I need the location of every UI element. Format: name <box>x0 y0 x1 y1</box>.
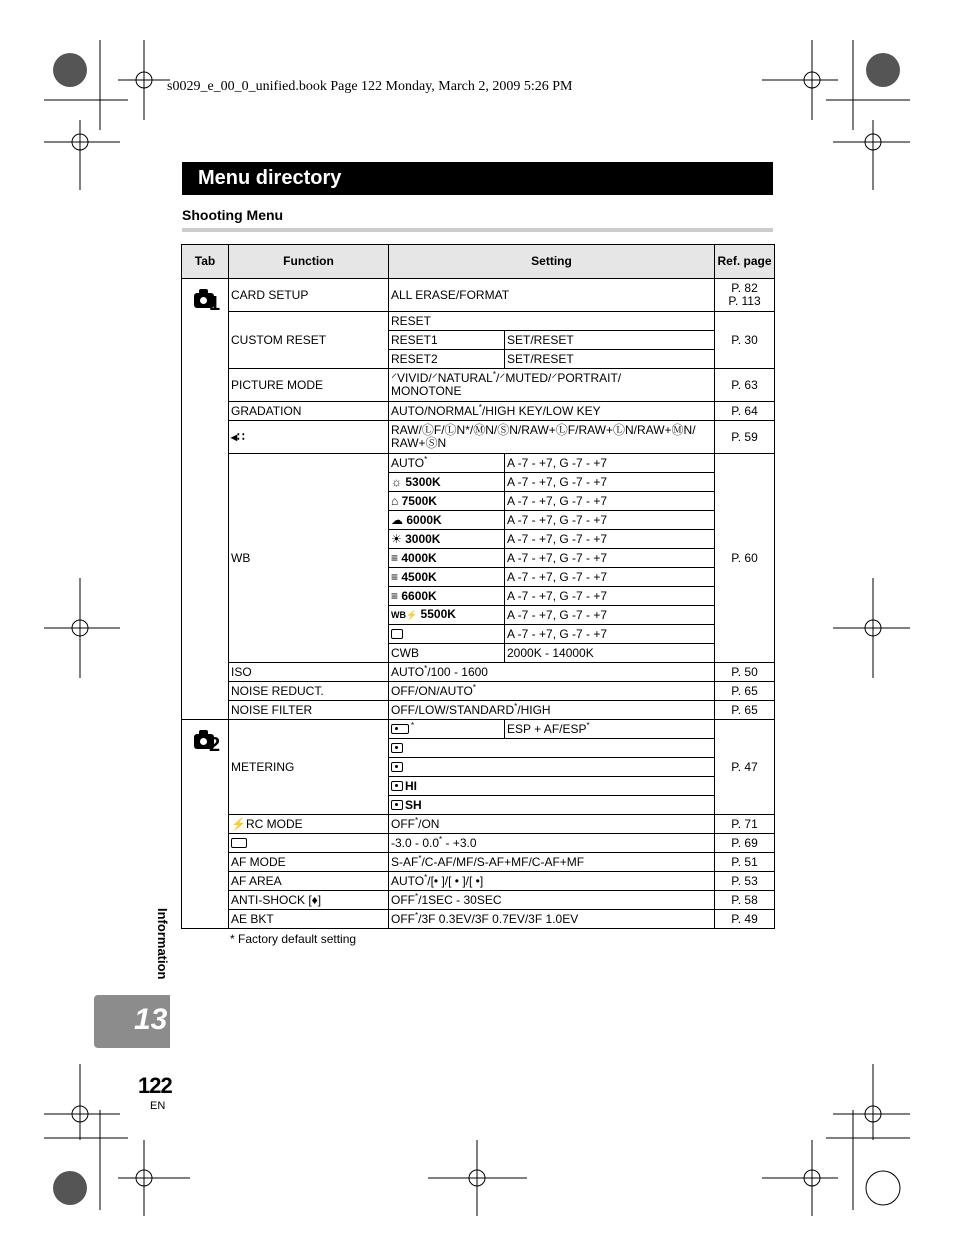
setting-cell: OFF/ON/AUTO* <box>389 682 715 701</box>
menu-table <box>181 244 775 929</box>
wb-value: A -7 - +7, G -7 - +7 <box>505 492 715 511</box>
wb-auto: AUTO* <box>389 454 505 473</box>
row-gradation <box>182 402 775 421</box>
setting-cell: ALL ERASE/FORMAT <box>389 279 715 312</box>
section-rule <box>182 228 773 232</box>
setting-cell: OFF/LOW/STANDARD*/HIGH <box>389 701 715 720</box>
metering-center-weighted <box>389 739 715 758</box>
function-cell: ISO <box>229 663 389 682</box>
metering-esp: * <box>389 720 505 739</box>
function-cell: PICTURE MODE <box>229 369 389 402</box>
fluorescent-1-icon: ≡ <box>391 550 399 565</box>
setting-cell: RESET1 <box>389 331 505 350</box>
function-cell: ANTI-SHOCK [♦] <box>229 891 389 910</box>
chapter-number: 13 <box>134 1003 168 1036</box>
wb-value: A -7 - +7, G -7 - +7 <box>505 530 715 549</box>
setting-cell: AUTO*/[• ]/[ • ]/[ •] <box>389 872 715 891</box>
ref-cell: P. 49 <box>715 910 775 929</box>
flash-icon: ⚡ <box>231 816 246 831</box>
setting-cell: RESET <box>389 312 715 331</box>
camera-1-icon: 1 <box>192 285 226 317</box>
row-iso <box>182 663 775 682</box>
header-line: s0029_e_00_0_unified.book Page 122 Monday, March 2, 2009 5:26 PM <box>167 79 573 94</box>
title-bar <box>182 162 773 195</box>
ref-cell: P. 59 <box>715 421 775 454</box>
row-noise-filter <box>182 701 775 720</box>
metering-spot-hi: HI <box>389 777 715 796</box>
row-flash-comp <box>182 834 775 853</box>
setting-cell: ⸍VIVID/⸍NATURAL*/⸍MUTED/⸍PORTRAIT/ MONOTONE <box>389 369 715 402</box>
ref-cell: P. 53 <box>715 872 775 891</box>
page-language: EN <box>150 1100 166 1112</box>
esp-metering-icon <box>391 724 409 734</box>
row-picture-mode <box>182 369 775 402</box>
page-number: 122 <box>138 1073 172 1098</box>
wb-one-touch <box>389 625 505 644</box>
image-quality-icon: ◂∷ <box>229 421 389 454</box>
ref-cell: P. 58 <box>715 891 775 910</box>
side-label: Information <box>155 908 170 980</box>
footnote: * Factory default setting <box>230 932 357 946</box>
center-weighted-icon <box>391 743 403 753</box>
camera-2-icon: 2 <box>192 726 226 758</box>
ref-cell: P. 65 <box>715 682 775 701</box>
ref-cell: P. 47 <box>715 720 775 815</box>
setting-cell: OFF*/ON <box>389 815 715 834</box>
wb-shade: ⌂ 7500K <box>389 492 505 511</box>
row-noise-reduct <box>182 682 775 701</box>
picture-mode-icon: ⸍ <box>431 371 438 385</box>
setting-cell: RAW/ⓁF/ⓁN*/ⓂN/ⓈN/RAW+ⓁF/RAW+ⓁN/RAW+ⓂN/ RAW+ⓈN <box>389 421 715 454</box>
function-cell: NOISE FILTER <box>229 701 389 720</box>
col-setting: Setting <box>389 245 715 279</box>
wb-tungsten: ☀ 3000K <box>389 530 505 549</box>
row-custom-reset <box>182 312 775 331</box>
ref-cell: P. 69 <box>715 834 775 853</box>
wb-sunny: ☼ 5300K <box>389 473 505 492</box>
row-af-area <box>182 872 775 891</box>
picture-mode-icon: ⸍ <box>391 371 398 385</box>
sun-icon: ☼ <box>391 474 402 489</box>
row-quality <box>182 421 775 454</box>
wb-fluorescent-3: ≡ 6600K <box>389 587 505 606</box>
ref-cell: P. 50 <box>715 663 775 682</box>
picture-mode-icon: ⸍ <box>551 371 558 385</box>
wb-value: 2000K - 14000K <box>505 644 715 663</box>
tab-camera-2 <box>182 720 229 929</box>
setting-cell: RESET2 <box>389 350 505 369</box>
function-cell: NOISE REDUCT. <box>229 682 389 701</box>
ref-cell: P. 82 P. 113 <box>715 279 775 312</box>
row-rc-mode <box>182 815 775 834</box>
wb-value: A -7 - +7, G -7 - +7 <box>505 473 715 492</box>
ref-cell: P. 51 <box>715 853 775 872</box>
page-title: Menu directory <box>198 167 342 189</box>
table-header <box>182 245 775 279</box>
setting-cell: SET/RESET <box>505 350 715 369</box>
function-cell: METERING <box>229 720 389 815</box>
setting-cell: OFF*/3F 0.3EV/3F 0.7EV/3F 1.0EV <box>389 910 715 929</box>
function-cell <box>229 834 389 853</box>
picture-mode-icon: ⸍ <box>499 371 506 385</box>
function-cell: CUSTOM RESET <box>229 312 389 369</box>
row-metering <box>182 720 775 739</box>
spot-metering-icon <box>391 762 403 772</box>
wb-value: A -7 - +7, G -7 - +7 <box>505 549 715 568</box>
metering-spot <box>389 758 715 777</box>
wb-value: A -7 - +7, G -7 - +7 <box>505 454 715 473</box>
wb-cloudy: ☁ 6000K <box>389 511 505 530</box>
ref-cell: P. 65 <box>715 701 775 720</box>
chapter-tab <box>94 995 170 1048</box>
row-anti-shock <box>182 891 775 910</box>
function-cell: WB <box>229 454 389 663</box>
ref-cell: P. 60 <box>715 454 775 663</box>
wb-fluorescent-2: ≡ 4500K <box>389 568 505 587</box>
setting-cell: S-AF*/C-AF/MF/S-AF+MF/C-AF+MF <box>389 853 715 872</box>
ref-cell: P. 71 <box>715 815 775 834</box>
metering-spot-sh: SH <box>389 796 715 815</box>
col-tab: Tab <box>182 245 229 279</box>
spot-hi-icon <box>391 781 403 791</box>
ref-cell: P. 64 <box>715 402 775 421</box>
function-cell: AF AREA <box>229 872 389 891</box>
wb-flash-icon: WB⚡ <box>391 610 418 620</box>
function-cell: ⚡RC MODE <box>229 815 389 834</box>
wb-value: A -7 - +7, G -7 - +7 <box>505 511 715 530</box>
setting-cell: SET/RESET <box>505 331 715 350</box>
wb-flash: WB⚡ 5500K <box>389 606 505 625</box>
wb-value: A -7 - +7, G -7 - +7 <box>505 606 715 625</box>
wb-value: A -7 - +7, G -7 - +7 <box>505 625 715 644</box>
row-ae-bkt <box>182 910 775 929</box>
col-function: Function <box>229 245 389 279</box>
section-title: Shooting Menu <box>182 207 284 223</box>
col-ref: Ref. page <box>715 245 775 279</box>
setting-cell: AUTO/NORMAL*/HIGH KEY/LOW KEY <box>389 402 715 421</box>
setting-cell: AUTO*/100 - 1600 <box>389 663 715 682</box>
fluorescent-3-icon: ≡ <box>391 588 399 603</box>
fluorescent-2-icon: ≡ <box>391 569 399 584</box>
ref-cell: P. 30 <box>715 312 775 369</box>
wb-value: A -7 - +7, G -7 - +7 <box>505 568 715 587</box>
tab-camera-1 <box>182 279 229 720</box>
function-cell: GRADATION <box>229 402 389 421</box>
one-touch-wb-icon <box>391 629 403 639</box>
function-cell: AE BKT <box>229 910 389 929</box>
setting-cell: OFF*/1SEC - 30SEC <box>389 891 715 910</box>
shade-icon: ⌂ <box>391 493 399 508</box>
wb-cwb: CWB <box>389 644 505 663</box>
spot-sh-icon <box>391 800 403 810</box>
bulb-icon: ☀ <box>391 531 402 546</box>
row-af-mode <box>182 853 775 872</box>
wb-fluorescent-1: ≡ 4000K <box>389 549 505 568</box>
row-card-setup <box>182 279 775 312</box>
function-cell: AF MODE <box>229 853 389 872</box>
row-wb <box>182 454 775 473</box>
flash-compensation-icon <box>231 838 247 848</box>
cloud-icon: ☁ <box>391 512 403 527</box>
setting-cell: -3.0 - 0.0* - +3.0 <box>389 834 715 853</box>
wb-value: A -7 - +7, G -7 - +7 <box>505 587 715 606</box>
metering-value: ESP + AF/ESP* <box>505 720 715 739</box>
function-cell: CARD SETUP <box>229 279 389 312</box>
ref-cell: P. 63 <box>715 369 775 402</box>
